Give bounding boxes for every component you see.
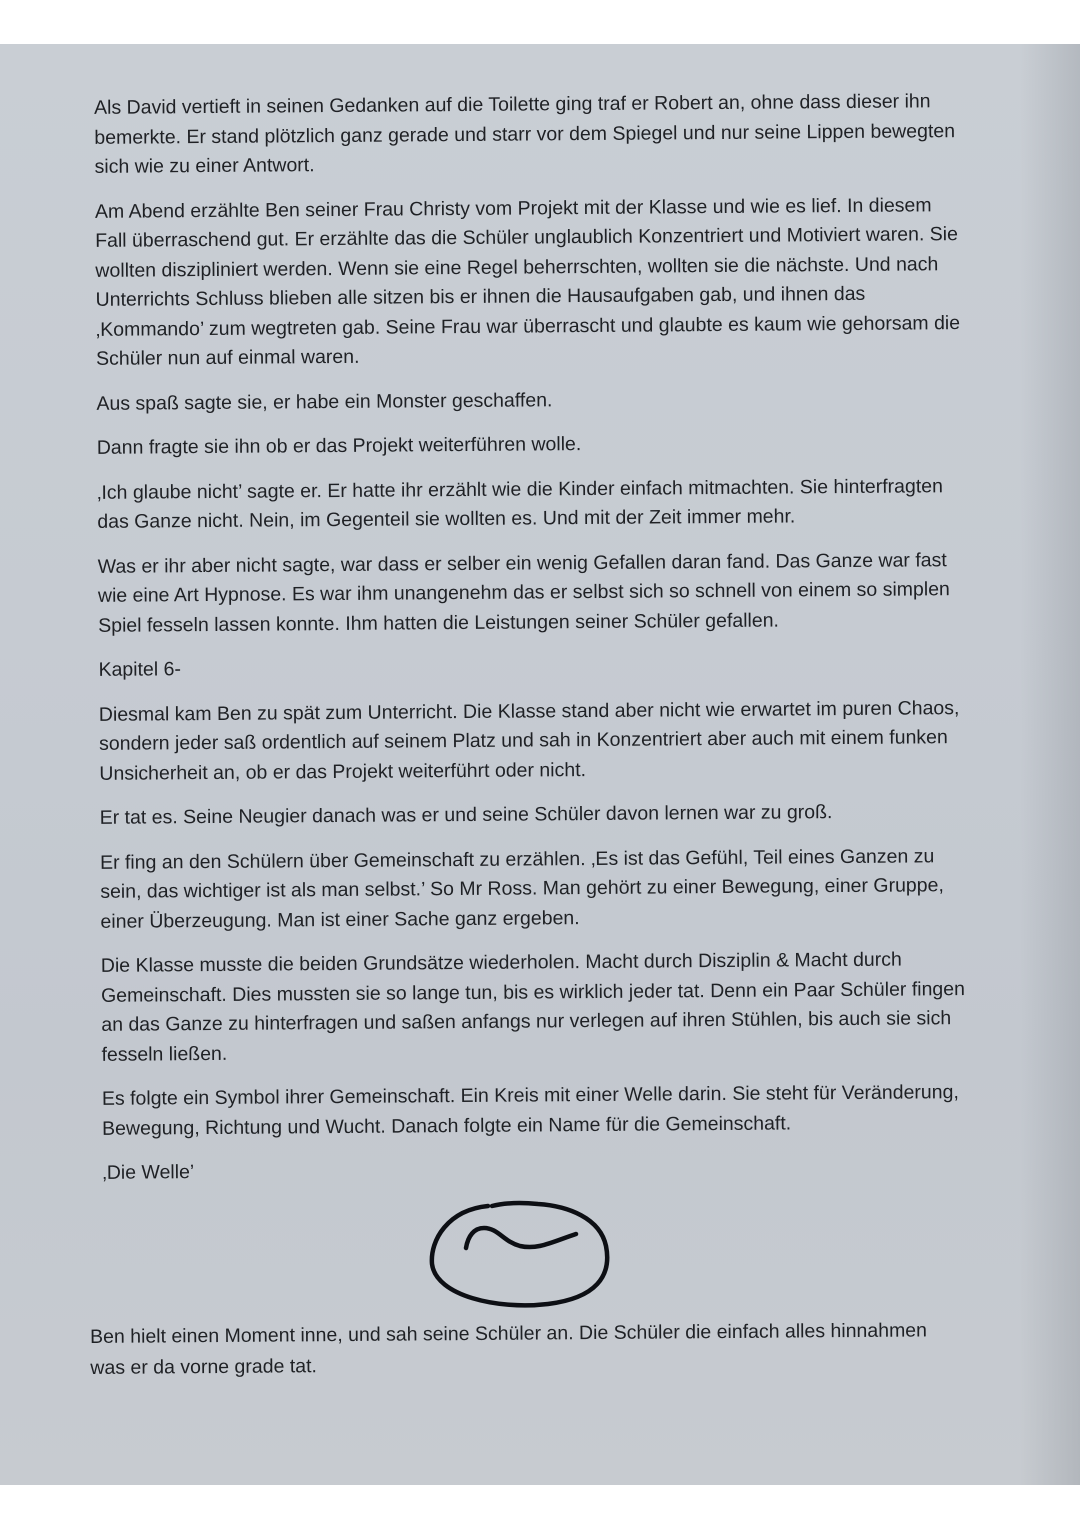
paragraph-late-to-class: Diesmal kam Ben zu spät zum Unterricht. Die Klasse stand aber nicht wie erwartet im puren Chaos, sondern jeder saß ordentlich auf seinem Platz und sah in Konzentriert aber auch mit einem funken Unsicherheit an, ob er das Projekt weiterführt oder nicht. — [98, 696, 960, 785]
document-page — [80, 87, 969, 1203]
circle-with-wave-icon — [428, 1192, 612, 1310]
chapter-heading: Kapitel 6- — [98, 658, 181, 681]
paragraph-closing: Ben hielt einen Moment inne, und sah seine Schüler an. Die Schüler die einfach alles hinnahmen was er da vorne grade tat. — [90, 1319, 928, 1379]
paragraph-david-toilet: Als David vertieft in seinen Gedanken auf die Toilette ging traf er Robert an, ohne dass dieser ihn bemerkte. Er stand plötzlich ganz gerade und starr vor dem Spiegel und nur seine Lippen bewegten sich wie zu einer Antwort. — [94, 90, 956, 178]
paragraph-gemeinschaft: Er fing an den Schülern über Gemeinschaft zu erzählen. ‚Es ist das Gefühl, Teil eines Ganzen zu sein, das wichtiger ist als man selbst.’ So Mr Ross. Man gehört zu einer Bewegung, einer Gruppe, einer Überzeugung. Man ist einer Sache ganz ergeben. — [99, 844, 944, 933]
paragraph-ich-glaube-nicht: ‚Ich glaube nicht’ sagte er. Er hatte ihr erzählt wie die Kinder einfach mitmachten. Sie hinterfragten das Ganze nicht. Nein, im Gegenteil sie wollten es. Und mit der Zeit immer mehr. — [97, 474, 944, 533]
paragraph-continue-question: Dann fragte sie ihn ob er das Projekt weiterführen wolle. — [96, 433, 582, 459]
paragraph-hypnose: Was er ihr aber nicht sagte, war dass er selber ein wenig Gefallen daran fand. Das Ganze war fast wie eine Art Hypnose. Es war ihm unangenehm das er selbst sich so schnell von einem so simplen Spiel fesseln lassen konnte. Ihm hatten die Leistungen seiner Schüler gefallen. — [97, 548, 950, 637]
paragraph-monster: Aus spaß sagte sie, er habe ein Monster geschaffen. — [96, 388, 553, 415]
paragraph-curiosity: Er tat es. Seine Neugier danach was er und seine Schüler davon lernen war zu groß. — [99, 801, 833, 829]
name-die-welle: ‚Die Welle’ — [102, 1161, 195, 1184]
paragraph-symbol: Es folgte ein Symbol ihrer Gemeinschaft. Ein Kreis mit einer Welle darin. Sie steht für Veränderung, Bewegung, Richtung und Wucht. Danach folgte ein Name für die Gemeinschaft. — [101, 1081, 959, 1140]
paragraph-grundsaetze: Die Klasse musste die beiden Grundsätze wiederholen. Macht durch Disziplin & Macht durch Gemeinschaft. Dies mussten sie so lange tun, bis es wirklich jeder tat. Denn ein Paar Schüler fingen an das Ganze zu hinterfragen und saßen anfangs nur verlegen auf ihren Stühlen, bis auch sie sich fesseln ließen. — [100, 948, 965, 1066]
paragraph-evening-christy: Am Abend erzählte Ben seiner Frau Christy vom Projekt mit der Klasse und wie es lief. In diesem Fall überraschend gut. Er erzählte das die Schüler unglaublich Konzentriert und Motiviert waren. Sie wollten diszipliniert werden. Wenn sie eine Regel beherrschten, wollten sie die nächste. Und nach Unterrichts Schluss blieben alle sitzen bis er ihnen die Hausaufgaben gab, und ihnen das ‚Kommando’ zum wegtreten gab. Seine Frau war überrascht und glaubte es kaum wie gehorsam die Schüler nun auf einmal waren. — [94, 193, 961, 370]
